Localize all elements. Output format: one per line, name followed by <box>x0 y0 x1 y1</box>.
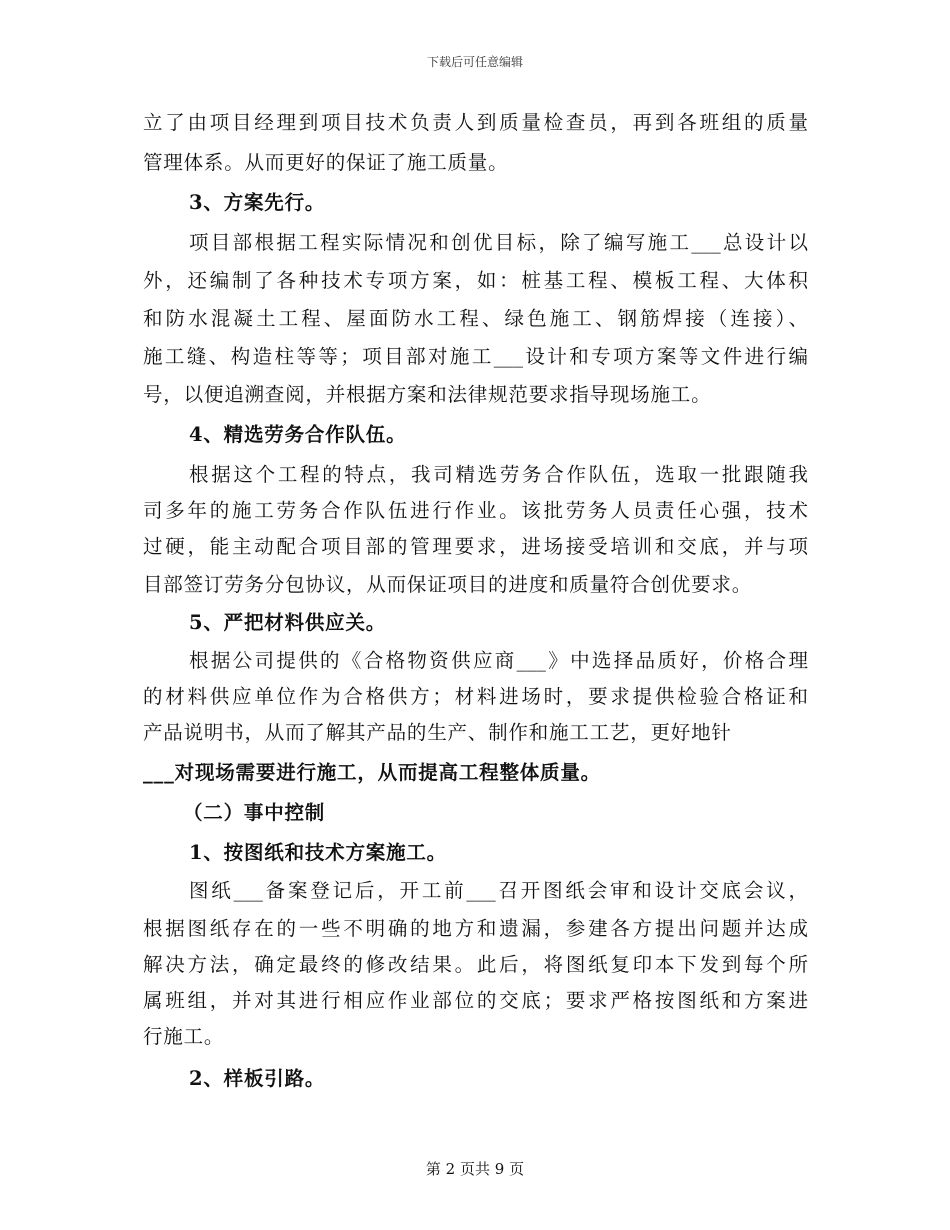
paragraph-line: 根据图纸存在的一些不明确的地方和遗漏，参建各方提出问题并达成 <box>143 917 808 940</box>
paragraph-line: 施工缝、构造柱等等；项目部对施工___设计和专项方案等文件进行编 <box>143 345 808 368</box>
section-heading: 1、按图纸和技术方案施工。 <box>189 841 447 864</box>
section-heading: 3、方案先行。 <box>189 191 326 214</box>
paragraph-line: 图纸___备案登记后，开工前___召开图纸会审和设计交底会议， <box>189 879 808 902</box>
paragraph-line: 外，还编制了各种技术专项方案，如：桩基工程、模板工程、大体积 <box>143 269 808 292</box>
paragraph-line: 立了由项目经理到项目技术负责人到质量检查员，再到各班组的质量 <box>143 111 808 134</box>
paragraph-line: 项目部根据工程实际情况和创优目标，除了编写施工___总设计以 <box>189 231 808 254</box>
section-heading: 2、样板引路。 <box>189 1067 326 1090</box>
paragraph-line: 和防水混凝土工程、屋面防水工程、绿色施工、钢筋焊接（连接）、 <box>143 307 808 330</box>
paragraph-line: 根据这个工程的特点，我司精选劳务合作队伍，选取一批跟随我 <box>189 463 808 486</box>
paragraph-line: 属班组，并对其进行相应作业部位的交底；要求严格按图纸和方案进 <box>143 989 808 1012</box>
section-heading: 4、精选劳务合作队伍。 <box>189 423 407 446</box>
paragraph-line: 的材料供应单位作为合格供方；材料进场时，要求提供检验合格证和 <box>143 685 808 708</box>
paragraph-line: 根据公司提供的《合格物资供应商___》中选择品质好，价格合理 <box>189 649 808 672</box>
paragraph-line: 行施工。 <box>143 1025 225 1048</box>
paragraph-line: 目部签订劳务分包协议，从而保证项目的进度和质量符合创优要求。 <box>143 573 753 596</box>
section-heading: 5、严把材料供应关。 <box>189 611 387 634</box>
page-header: 下载后可任意编辑 <box>426 55 523 69</box>
paragraph-line: 解决方法，确定最终的修改结果。此后，将图纸复印本下发到每个所 <box>143 953 808 976</box>
paragraph-line: 管理体系。从而更好的保证了施工质量。 <box>143 151 509 174</box>
paragraph-line: 号，以便追溯查阅，并根据方案和法律规范要求指导现场施工。 <box>143 383 712 406</box>
paragraph-line-bold: ___对现场需要进行施工，从而提高工程整体质量。 <box>143 761 601 784</box>
paragraph-line: 司多年的施工劳务合作队伍进行作业。该批劳务人员责任心强，技术 <box>143 499 808 522</box>
paragraph-line: 过硬，能主动配合项目部的管理要求，进场接受培训和交底，并与项 <box>143 535 808 558</box>
paragraph-line: 产品说明书，从而了解其产品的生产、制作和施工工艺，更好地针 <box>143 721 732 744</box>
page-footer: 第 2 页共 9 页 <box>425 1160 525 1178</box>
subsection-heading: （二）事中控制 <box>183 801 326 824</box>
